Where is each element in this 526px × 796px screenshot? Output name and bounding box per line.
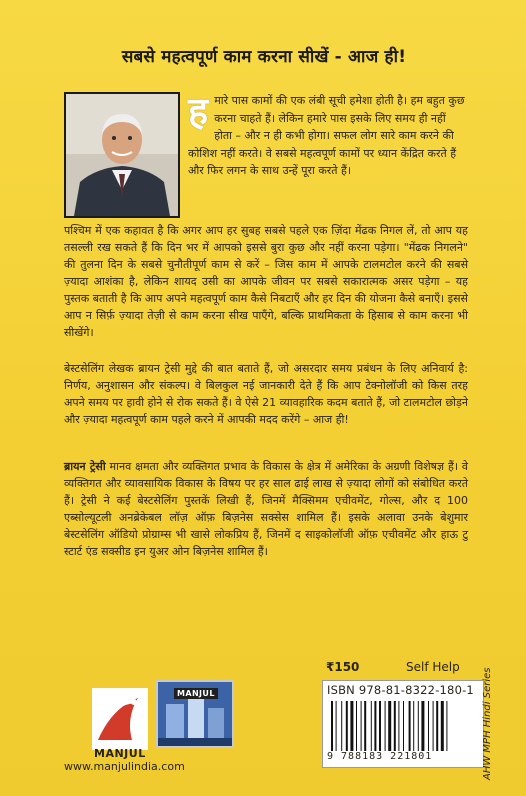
series-label: AHW MPH Hindi Series bbox=[482, 667, 493, 780]
price-label: ₹150 bbox=[326, 660, 360, 674]
lead-text: मारे पास कामों की एक लंबी सूची हमेशा होती है। हम बहुत कुछ करना चाहते हैं। लेकिन हमारे पास इसके लिए समय ही नहीं होता – और न ही कभी होगा। सफल लोग सारे काम करने की कोशिश नहीं करते। वे सबसे महत्वपूर्ण कामों पर ध्यान केंद्रित करते हैं और फिर लगन के साथ उन्हें पूरा करते हैं। bbox=[188, 94, 465, 177]
paragraph-bestselling-author: बेस्टसेलिंग लेखक ब्रायन ट्रेसी मुद्दे की बात बताते हैं, जो असरदार समय प्रबंधन के लिए अनिवार्य है: निर्णय, अनुशासन और संकल्प। वे बिलकुल नई जानकारी देते हैं कि आप टेक्नोलॉजी को किस तरह अपने समय पर हावी होने से रोक सकते हैं। वे ऐसे 21 व्यावहारिक कदम बताते हैं, जो टालमटोल छोड़ने और ज़्यादा महत्वपूर्ण काम पहले करने में आपकी मदद करेंगे – आज ही! bbox=[64, 362, 468, 426]
manjul-logo bbox=[92, 688, 148, 750]
manjul-bird-icon bbox=[92, 688, 148, 750]
cover-headline: सबसे महत्वपूर्ण काम करना सीखें - आज ही! bbox=[121, 47, 407, 67]
isbn-barcode-box bbox=[322, 680, 484, 768]
paragraph-about-author bbox=[64, 458, 468, 560]
lead-paragraph bbox=[188, 88, 466, 180]
isbn-number: ISBN 978-81-8322-180-1 bbox=[327, 683, 474, 697]
author-bio: मानव क्षमता और व्यक्तिगत प्रभाव के विकास के क्षेत्र में अमेरिका के अग्रणी विशेषज्ञ हैं। वे व्यक्तिगत और व्यावसायिक विकास के विषय पर हर साल ढाई लाख से ज़्यादा लोगों को संबोधित करते हैं। ट्रेसी ने कई बेस्टसेलिंग पुस्तकें लिखी हैं, जिनमें मैक्सिमम एचीवमेंट, गोल्स, और द 100 एब्सोल्यूटली अनब्रेकेबल लॉज़ ऑफ़ बिज़नेस सक्सेस शामिल हैं। इसके अलावा उनके बेशुमार बेस्टसेलिंग ऑडियो प्रोग्राम्स भी खासे लोकप्रिय हैं, जिनमें द साइकोलॉजी ऑफ़ एचीवमेंट और हाऊ टु स्टार्ट एंड सक्सीड इन युअर ओन बिज़नेस शामिल हैं। bbox=[64, 460, 468, 558]
isbn-digits: 9 788183 221801 bbox=[327, 751, 433, 762]
manjul-logo-label: MANJUL bbox=[94, 747, 146, 760]
author-portrait-illustration bbox=[66, 94, 178, 216]
paragraph-proverb: पश्चिम में एक कहावत है कि अगर आप हर सुबह सबसे पहले एक ज़िंदा मेंढक निगल लें, तो आप यह तसल्ली रख सकते हैं कि दिन भर में आपको इससे बुरा कुछ और नहीं करना पड़ेगा। "मेंढक निगलने" की तुलना दिन के सबसे चुनौतीपूर्ण काम से करें – जिस काम में आपके टालमटोल करने की सबसे ज़्यादा आशंका है, लेकिन शायद उसी का आपके जीवन पर सबसे सकारात्मक असर पड़ेगा – यह पुस्तक बताती है कि आप अपने महत्वपूर्ण काम कैसे निबटाएँ और हर दिन की योजना कैसे बनाएँ। इससे आप न सिर्फ़ ज़्यादा तेज़ी से काम करना सीख पाएँगे, बल्कि प्राथमिकता के हिसाब से काम करना भी सीखेंगे। bbox=[64, 224, 468, 339]
stamp-label: MANJUL bbox=[174, 688, 218, 699]
author-photo bbox=[64, 92, 180, 218]
publisher-stamp bbox=[156, 680, 234, 748]
barcode-icon bbox=[329, 701, 477, 751]
drop-cap: ह bbox=[188, 88, 209, 133]
author-name: ब्रायन ट्रेसी bbox=[64, 460, 106, 473]
publisher-website: www.manjulindia.com bbox=[64, 760, 185, 773]
genre-label: Self Help bbox=[406, 660, 460, 674]
